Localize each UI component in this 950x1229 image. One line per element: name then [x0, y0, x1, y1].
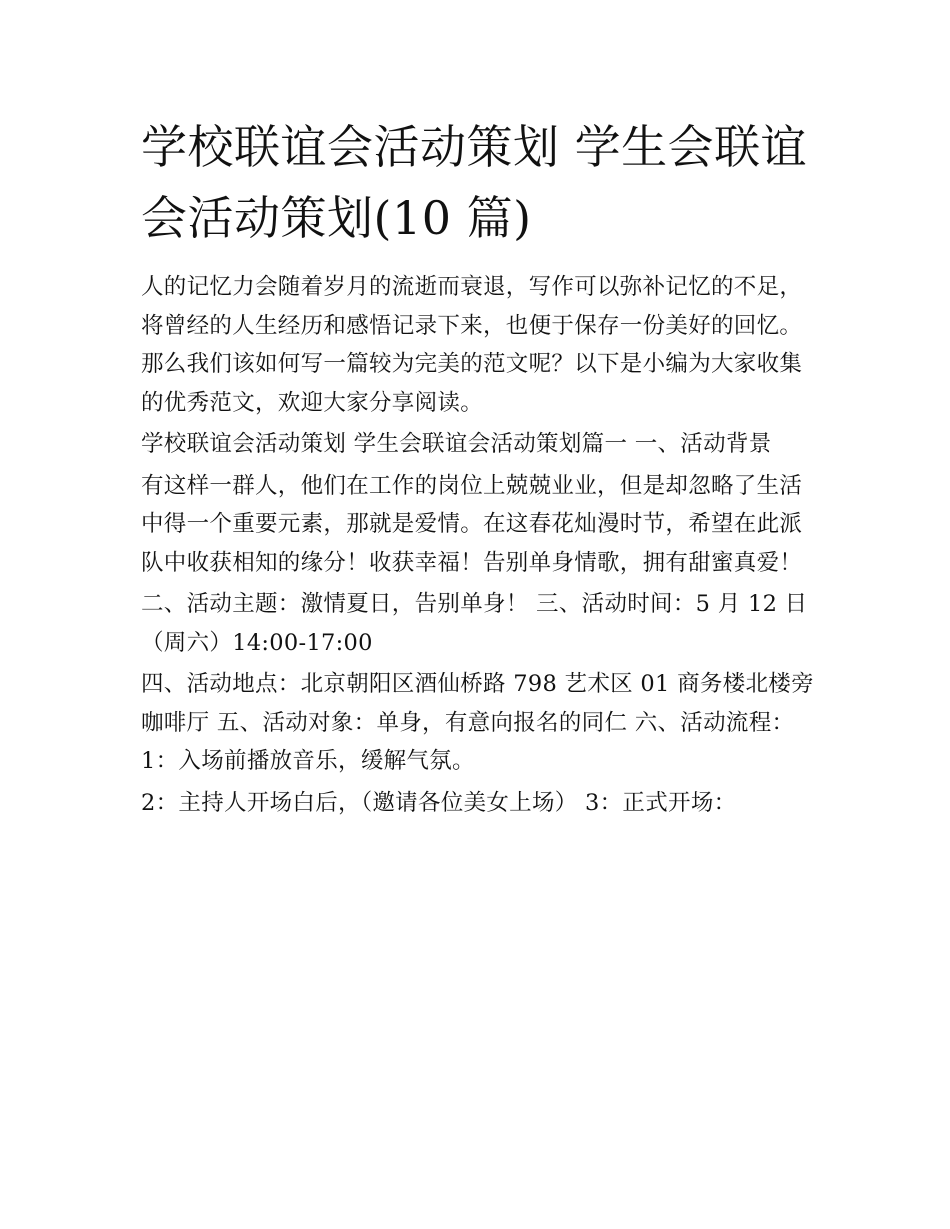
document-title: 学校联谊会活动策划 学生会联谊会活动策划(10 篇) [141, 120, 808, 245]
paragraph-location-flow: 四、活动地点：北京朝阳区酒仙桥路 798 艺术区 01 商务楼北楼旁咖啡厅 五、活动对象：单身，有意向报名的同仁 六、活动流程： 1：入场前播放音乐，缓解气氛。 [141, 671, 814, 774]
document-body [141, 112, 821, 825]
paragraph-section-heading: 学校联谊会活动策划 学生会联谊会活动策划篇一 一、活动背景 [141, 431, 772, 457]
paragraph-intro: 人的记忆力会随着岁月的流逝而衰退，写作可以弥补记忆的不足，将曾经的人生经历和感悟记录下来，也便于保存一份美好的回忆。那么我们该如何写一篇较为完美的范文呢？以下是小编为大家收集的优秀范文，欢迎大家分享阅读。 [141, 274, 803, 416]
paragraph-host-opening: 2：主持人开场白后，（邀请各位美女上场） 3：正式开场： [141, 789, 737, 816]
paragraph-background: 有这样一群人，他们在工作的岗位上兢兢业业，但是却忽略了生活中得一个重要元素，那就是爱情。在这春花灿漫时节，希望在此派队中收获相知的缘分！收获幸福！告别单身情歌，拥有甜蜜真爱！ [141, 472, 803, 576]
paragraph-theme-time: 二、活动主题：激情夏日，告别单身！ 三、活动时间：5 月 12 日（周六）14:00-17:00 [141, 591, 808, 656]
